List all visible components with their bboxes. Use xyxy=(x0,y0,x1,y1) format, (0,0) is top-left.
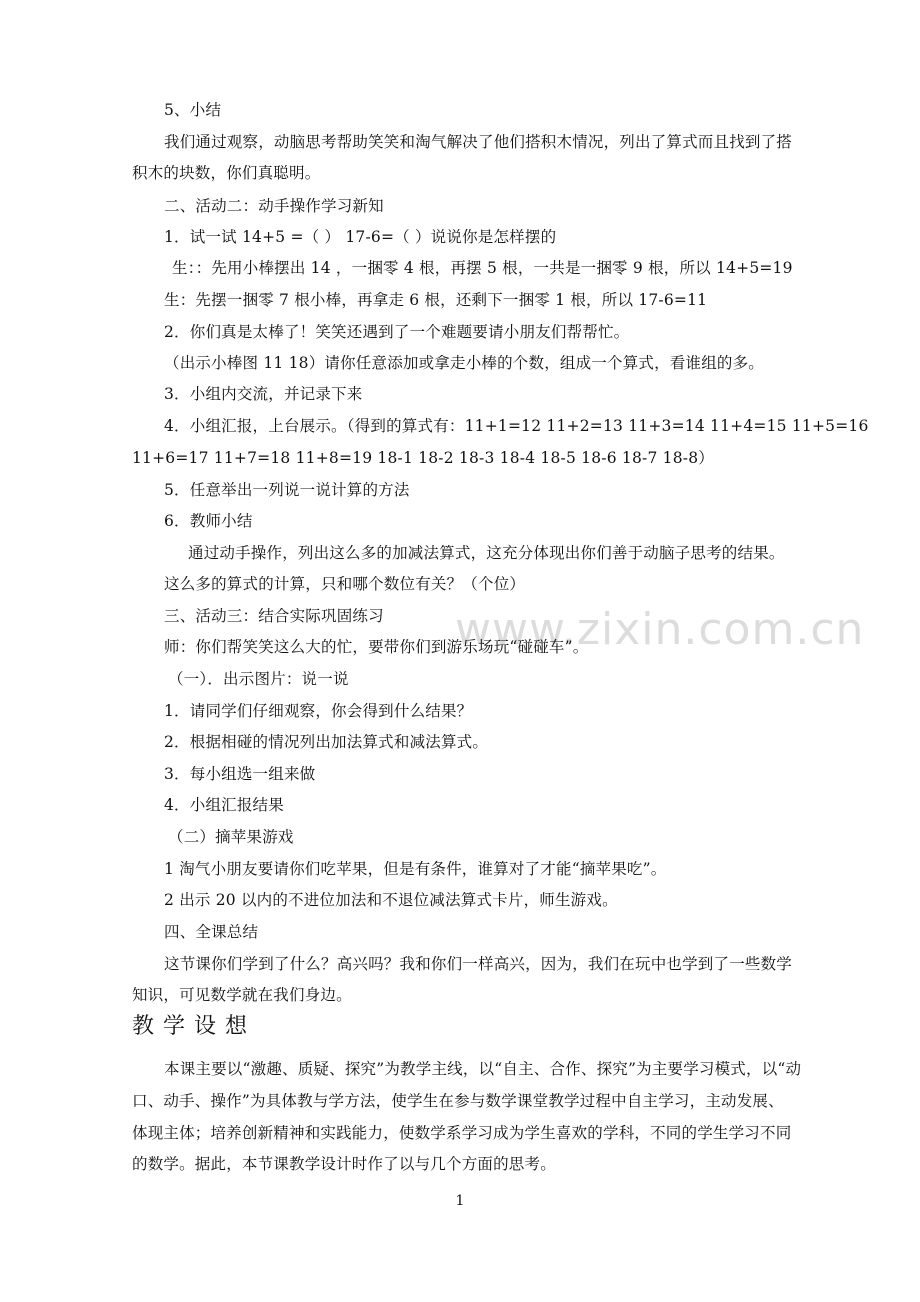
text-line: 通过动手操作，列出这么多的加减法算式，这充分体现出你们善于动脑子思考的结果。 xyxy=(188,544,785,562)
text-line: 2 出示 20 以内的不进位加法和不退位减法算式卡片，师生游戏。 xyxy=(164,891,618,909)
text-line: 知识，可见数学就在我们身边。 xyxy=(132,986,352,1004)
text-line: 2．你们真是太棒了！笑笑还遇到了一个难题要请小朋友们帮帮忙。 xyxy=(164,323,630,341)
text-line: 1．试一试 14+5 =（ ） 17-6=（ ）说说你是怎样摆的 xyxy=(164,228,557,246)
text-line: 4．小组汇报结果 xyxy=(164,796,284,814)
text-line: 生：：先用小棒摆出 14 ，一捆零 4 根，再摆 5 根，一共是一捆零 9 根，所以 14+5=19 xyxy=(172,259,793,277)
text-line: （二）摘苹果游戏 xyxy=(168,828,294,846)
text-line: 3．小组内交流，并记录下来 xyxy=(164,385,363,403)
text-line: 本课主要以“激趣、质疑、探究”为教学主线，以“自主、合作、探究”为主要学习模式，以“动 xyxy=(164,1060,802,1078)
text-line: 3．每小组选一组来做 xyxy=(164,765,316,783)
page-number: 1 xyxy=(455,1193,465,1209)
watermark: www.zixin.com.cn xyxy=(455,604,865,655)
text-line: 5、小结 xyxy=(164,101,222,119)
text-line: 二、活动二：动手操作学习新知 xyxy=(164,197,384,215)
text-line: 1．请同学们仔细观察，你会得到什么结果？ xyxy=(164,702,473,720)
text-line: 6．教师小结 xyxy=(164,512,253,530)
text-line: 这节课你们学到了什么？高兴吗？我和你们一样高兴，因为，我们在玩中也学到了一些数学 xyxy=(164,955,793,973)
text-line: 4．小组汇报，上台展示。（得到的算式有：11+1=12 11+2=13 11+3=14 11+4=15 11+5=16 xyxy=(164,417,869,435)
text-line: 这么多的算式的计算，只和哪个数位有关？（个位） xyxy=(164,575,526,593)
text-line: 三、活动三：结合实际巩固练习 xyxy=(164,607,384,625)
section-heading: 教学设想 xyxy=(132,1014,257,1039)
text-line: 的数学。据此，本节课教学设计时作了以与几个方面的思考。 xyxy=(132,1155,556,1173)
text-line: 2．根据相碰的情况列出加法算式和减法算式。 xyxy=(164,733,489,751)
text-line: 体现主体；培养创新精神和实践能力，使数学系学习成为学生喜欢的学科，不同的学生学习不同 xyxy=(132,1124,792,1142)
text-line: 生：先摆一捆零 7 根小棒，再拿走 6 根，还剩下一捆零 1 根，所以 17-6=11 xyxy=(164,291,708,309)
text-line: 积木的块数，你们真聪明。 xyxy=(132,164,321,182)
text-line: 口、动手、操作”为具体教与学方法，使学生在参与数学课堂教学过程中自主学习，主动发展、 xyxy=(132,1092,784,1110)
text-line: （一）．出示图片：说一说 xyxy=(168,670,349,688)
text-line: 5．任意举出一列说一说计算的方法 xyxy=(164,481,410,499)
text-line: （出示小棒图 11 18）请你任意添加或拿走小棒的个数，组成一个算式，看谁组的多。 xyxy=(164,354,765,372)
text-line: 四、全课总结 xyxy=(164,923,259,941)
text-line: 1 淘气小朋友要请你们吃苹果，但是有条件，谁算对了才能“摘苹果吃”。 xyxy=(164,860,667,878)
text-line: 11+6=17 11+7=18 11+8=19 18-1 18-2 18-3 18-4 18-5 18-6 18-7 18-8） xyxy=(132,449,714,467)
text-line: 我们通过观察，动脑思考帮助笑笑和淘气解决了他们搭积木情况，列出了算式而且找到了搭 xyxy=(164,133,793,151)
text-line: 师：你们帮笑笑这么大的忙，要带你们到游乐场玩“碰碰车”。 xyxy=(164,638,589,656)
